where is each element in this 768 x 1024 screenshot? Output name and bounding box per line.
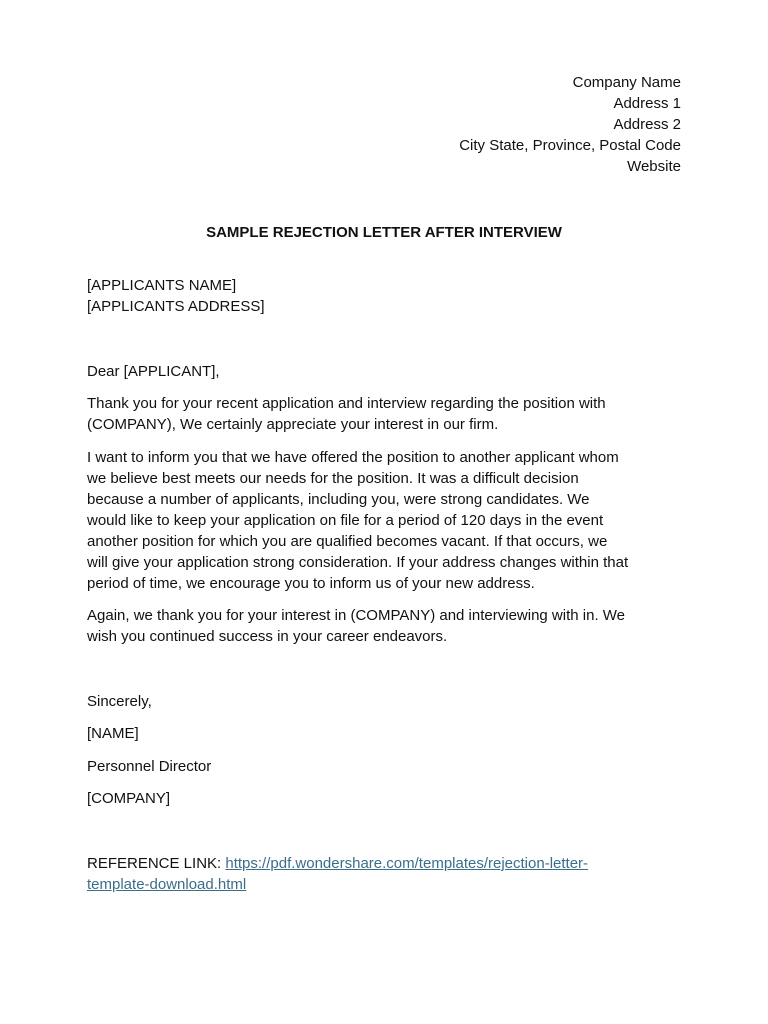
- paragraph-line: I want to inform you that we have offered the position to another applicant whom: [87, 449, 619, 466]
- paragraph-2: [87, 447, 683, 594]
- reference-link-part-2[interactable]: template-download.html: [87, 876, 247, 893]
- sender-city-line: City State, Province, Postal Code: [459, 137, 681, 154]
- reference-block: [87, 853, 683, 895]
- paragraph-line: Thank you for your recent application and interview regarding the position with: [87, 395, 606, 412]
- signature-company: [COMPANY]: [87, 790, 171, 807]
- sender-website: Website: [627, 158, 681, 175]
- paragraph-line: we believe best meets our needs for the position. It was a difficult decision: [87, 470, 579, 487]
- salutation-text: Dear [APPLICANT],: [87, 363, 220, 380]
- paragraph-line: another position for which you are qualified becomes vacant. If that occurs, we: [87, 533, 608, 550]
- paragraph-line: will give your application strong consideration. If your address changes within that: [87, 554, 629, 571]
- reference-line-1: [87, 853, 683, 874]
- reference-link-part-1[interactable]: https://pdf.wondershare.com/templates/rejection-letter-: [225, 855, 589, 872]
- recipient-address: [APPLICANTS ADDRESS]: [87, 298, 265, 315]
- paragraph-line: wish you continued success in your career endeavors.: [87, 628, 448, 645]
- salutation: [87, 361, 683, 382]
- paragraph-line: period of time, we encourage you to inform us of your new address.: [87, 575, 535, 592]
- sender-address-2: Address 2: [613, 116, 681, 133]
- signature-title: Personnel Director: [87, 758, 212, 775]
- signature-name: [NAME]: [87, 725, 139, 742]
- paragraph-line: because a number of applicants, including you, were strong candidates. We: [87, 491, 590, 508]
- recipient-block: [87, 275, 683, 317]
- reference-label: REFERENCE LINK:: [87, 855, 226, 872]
- sender-address-block: [459, 72, 681, 177]
- signature-title-block: [87, 756, 683, 777]
- paragraph-line: (COMPANY), We certainly appreciate your interest in our firm.: [87, 416, 499, 433]
- signature-name-block: [87, 723, 683, 744]
- closing: [87, 691, 683, 712]
- paragraph-line: would like to keep your application on file for a period of 120 days in the event: [87, 512, 604, 529]
- sender-company-name: Company Name: [572, 74, 681, 91]
- recipient-name: [APPLICANTS NAME]: [87, 277, 237, 294]
- signature-company-block: [87, 788, 683, 809]
- letter-title: SAMPLE REJECTION LETTER AFTER INTERVIEW: [206, 224, 562, 241]
- reference-line-2: [87, 874, 683, 895]
- closing-text: Sincerely,: [87, 693, 152, 710]
- sender-address-1: Address 1: [613, 95, 681, 112]
- paragraph-line: Again, we thank you for your interest in (COMPANY) and interviewing with in. We: [87, 607, 626, 624]
- paragraph-1: [87, 393, 683, 435]
- paragraph-3: [87, 605, 683, 647]
